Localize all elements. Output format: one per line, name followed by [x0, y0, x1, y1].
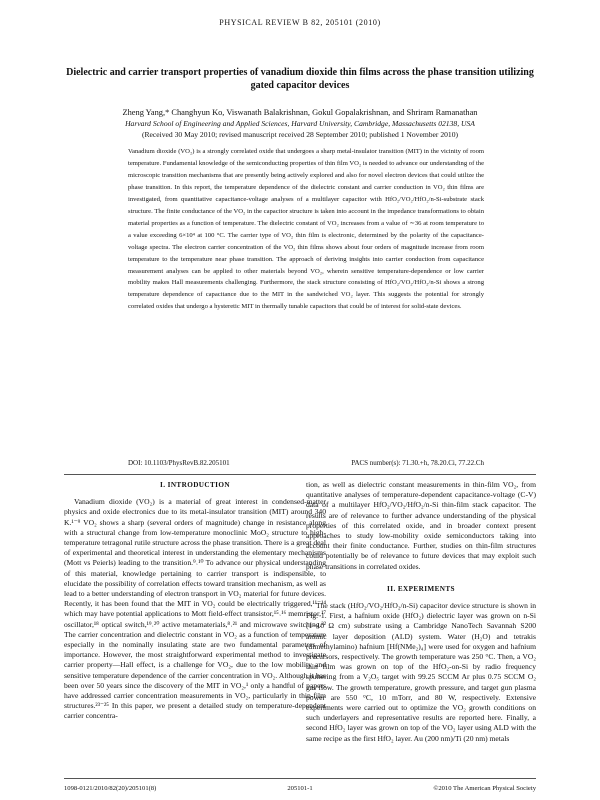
- section-divider: [64, 474, 536, 475]
- author-list: Zheng Yang,* Changhyun Ko, Viswanath Balakrishnan, Gokul Gopalakrishnan, and Shriram Ramanathan: [122, 108, 478, 117]
- footer-copyright: ©2010 The American Physical Society: [433, 785, 536, 792]
- doi-link[interactable]: DOI: 10.1103/PhysRevB.82.205101: [128, 459, 230, 467]
- experiments-paragraph: The stack (HfO₂/VO₂/HfO₂/n-Si) capacitor device structure is shown in Fig. 1. First, a hafnium oxide (HfO₂) dielectric layer was grown on n-Si (1−10 Ω cm) substrate using a Cambridge NanoTech Savannah S200 atomic layer deposition (ALD) system. Water (H₂O) and tetrakis (dimethylamino) hafnium [Hf(NMe₂)₄] were used for oxygen and hafnium precursors, respectively. The growth temperature was 250 °C. Then, a VO₂ thin film was grown on top of the HfO₂-on-Si by radio frequency sputtering from a V₂O₅ target with 99.25 SCCM Ar plus 0.75 SCCM O₂ gas flow. The growth temperature, growth pressure, and target gun plasma power are 550 °C, 10 mTorr, and 80 W, respectively. Extensive experiments were carried out to optimize the VO₂ growth conditions on such underlayers and representative results are reported here. Finally, a second HfO₂ layer was grown on top of the VO₂ layer using ALD with the same recipe as the first HfO₂ layer. Au (200 nm)/Ti (20 nm) metals: [306, 601, 536, 743]
- pacs-numbers: PACS number(s): 71.30.+h, 78.20.Ci, 77.22.Ch: [351, 459, 484, 467]
- received-dates: (Received 30 May 2010; revised manuscript received 28 September 2010; published 1 November 2010): [141, 130, 459, 139]
- doi-pacs-row: [128, 459, 484, 469]
- right-column: [306, 480, 536, 744]
- left-column: [64, 480, 326, 722]
- footer-issn: 1098-0121/2010/82(20)/205101(8): [64, 785, 157, 792]
- paper-title: Dielectric and carrier transport properties of vanadium dioxide thin films across the phase transition utilizing gated capacitor devices: [66, 67, 534, 91]
- intro-paragraph: Vanadium dioxide (VO₂) is a material of great interest in condensed-matter physics and oxide electronics due to its metal-insulator transition (MIT) around 340 K.¹⁻⁹ VO₂ shows a sharp (several orders of magnitude) change in resistance along with a structural change from low-temperature monoclinic MoO₂ structure to high-temperature tetragonal rutile structure across the phase transition. There is a great deal of experimental and theoretical interest in understanding the elementary mechanisms (Mott vs Peierls) leading to the transition.⁹˒¹⁰ To advance our physical understanding of this material, knowledge pertaining to carrier transport is indispensible, to elucidate the possibility of correlation effects toward transition mechanism, as well as lead to a better understanding of electron transport in VO₂ material for future devices. Recently, it has been found that the MIT in VO₂ could be electrically triggered,¹¹⁻¹⁴ which may have potential applications to Mott field-effect transistor,¹⁵˒¹⁶ memristor,¹⁷ oscillator,¹⁸ optical switch,¹⁹˒²⁰ active metamaterials,⁸˒²¹ and microwave switching.²² The carrier concentration and dielectric constant in VO₂ as a function of temperature especially in the nominally insulating state are two fundamental parameters of importance. However, the most straightforward experimental method to investigate carrier property—Hall effect, is a challenge for VO₂, due to the low mobility and sensitive temperature dependence of the carrier concentration in VO₂. Although it has been over 50 years since the discovery of the MIT in VO₂,¹ only a handful of papers have addressed carrier concentration measurements in VO₂, particularly in thin-film structures.²³⁻²⁵ In this paper, we present a detailed study on temperature-dependent carrier concentra-: [64, 497, 326, 721]
- intro-heading: I. INTRODUCTION: [160, 481, 230, 489]
- abstract: Vanadium dioxide (VO₂) is a strongly correlated oxide that undergoes a sharp metal-insulator transition (MIT) in the vicinity of room temperature. Fundamental knowledge of the semiconducting properties of thin film VO₂ is needed to advance our understanding of the microscopic transition mechanisms that are presently being actively explored and also for novel electron devices that could utilize the phase transition. In this report, the temperature dependence of the dielectric constant and carrier conduction in VO₂ thin films are investigated, from quantitative capacitance-voltage analyses of a multilayer capacitor with HfO₂/VO₂/HfO₂/n-Si-substrate stack structure. The finite conductance of the VO₂ in the capacitor structure is taken into account in the impedance transformations to obtain material properties as a function of temperature. The dielectric constant of VO₂ increases from a value of ∼36 at room temperature to a value exceeding 6×10⁴ at 100 °C. The carrier type of VO₂ thin film is electronic, determined by the polarity of the capacitance-voltage spectra. The electron carrier concentration of the VO₂ thin films shows about four orders of magnitude increase from room temperature to the temperature near phase transition. The approach of deriving insights into carrier conduction from capacitance measurement analyses can be applied to other materials beyond VO₂, wherein sensitive temperature-dependence or low carrier mobility makes Hall measurements challenging. Furthermore, the stack structure consisting of HfO₂/VO₂/HfO₂/n-Si shows a strong temperature dependence of capacitance due to the MIT in the sandwiched VO₂ layer. This suggests the potential for strongly correlated oxides that undergo a hysteretic MIT in thermally tunable capacitors that could be of interest for solid-state devices.: [128, 148, 484, 311]
- intro-continuation: tion, as well as dielectric constant measurements in thin-film VO₂, from quantitative analyses of temperature-dependent capacitance-voltage (C-V) data of a multilayer HfO₂/VO₂/HfO₂/n-Si thin-film stack capacitor. The results are of relevance to further advance understanding of the physical properties of this correlated oxide, and in broader context present approaches to study low-mobility oxide semiconductors taking into account their finite conductance. Further, studies on thin-film structures could potentially be of relevance to future devices that may exploit such phase transitions in correlated oxides.: [306, 480, 536, 571]
- footer-page-number: 205101-1: [287, 785, 313, 792]
- footer-divider: [64, 778, 536, 779]
- affiliation: Harvard School of Engineering and Applied Sciences, Harvard University, Cambridge, Massachusetts 02138, USA: [125, 119, 475, 128]
- page-footer: [64, 785, 536, 795]
- experiments-heading: II. EXPERIMENTS: [387, 584, 455, 593]
- journal-header: PHYSICAL REVIEW B 82, 205101 (2010): [219, 18, 381, 27]
